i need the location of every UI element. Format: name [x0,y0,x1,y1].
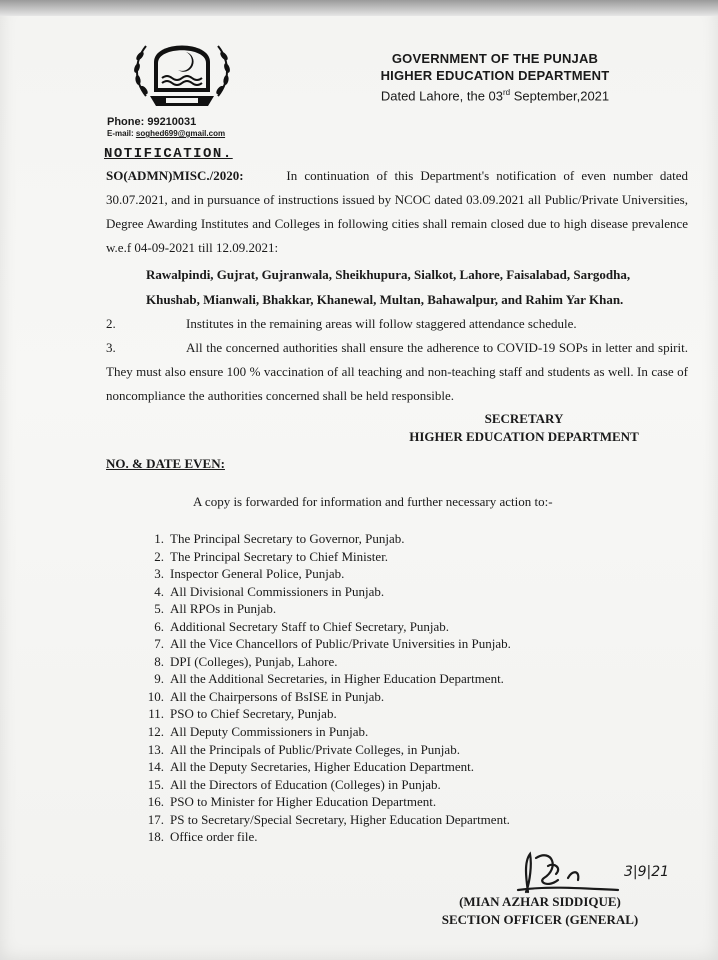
recipient-item [142,741,511,759]
secretary-signature-block [398,410,650,446]
no-date-even: NO. & DATE EVEN: [106,456,225,471]
recipient-number: 11. [148,706,164,722]
recipient-text: Additional Secretary Staff to Chief Secretary, Punjab. [170,618,450,634]
recipient-text: All the Chairpersons of BsISE in Punjab. [170,688,385,704]
contact-info [107,116,225,139]
city-list: Rawalpindi, Gujrat, Gujranwala, Sheikhupura, Sialkot, Lahore, Faisalabad, Sargodha, Khushab, Mianwali, Bhakkar, Khanewal, Multan, Bahawalpur, and Rahim Yar Khan. [146,267,631,307]
recipient-text: All Deputy Commissioners in Punjab. [170,724,369,740]
recipient-item [142,565,511,583]
recipient-item [142,583,511,601]
recipient-number: 7. [154,636,164,652]
recipient-item [142,793,511,811]
recipient-text: All the Deputy Secretaries, Higher Education Department. [170,759,474,775]
recipient-item [142,776,511,794]
recipient-item [142,635,511,653]
notification-title: NOTIFICATION. [104,146,233,162]
recipient-text: DPI (Colleges), Punjab, Lahore. [170,653,338,669]
recipient-text: Inspector General Police, Punjab. [170,566,345,582]
govt-title: GOVERNMENT OF THE PUNJAB [391,51,599,66]
recipient-number: 18. [147,829,164,845]
recipient-number: 16. [147,794,164,810]
secretary-department: HIGHER EDUCATION DEPARTMENT [409,429,639,444]
recipient-item [142,828,511,846]
recipient-text: All RPOs in Punjab. [170,601,277,617]
reference-number: SO(ADMN)MISC./2020: [106,168,244,183]
recipient-list [142,530,511,846]
recipient-item [142,670,511,688]
paragraph-2-text: Institutes in the remaining areas will follow staggered attendance schedule. [186,316,577,331]
recipient-number: 12. [147,724,164,740]
recipient-item [142,600,511,618]
recipient-number: 5. [154,601,164,617]
recipient-text: All the Additional Secretaries, in Higher Education Department. [170,671,504,687]
recipient-number: 15. [147,776,164,792]
dated-line: Dated Lahore, the 03rd September,2021 [380,88,610,104]
recipient-number: 14. [147,759,164,775]
secretary-title: SECRETARY [484,411,564,426]
department-title: HIGHER EDUCATION DEPARTMENT [380,68,610,83]
recipient-number: 1. [154,531,164,546]
recipient-item [142,653,511,671]
recipient-item [142,548,511,566]
recipient-text: All the Vice Chancellors of Public/Private Universities in Punjab. [170,636,511,652]
recipient-number: 6. [154,618,164,634]
recipient-number: 10. [147,688,164,704]
notification-paragraph-1 [106,164,688,260]
recipient-text: PSO to Minister for Higher Education Department. [170,794,437,810]
officer-signature-block [420,893,660,929]
paragraph-1-text: In continuation of this Department's notification of even number dated 30.07.2021, and in pursuance of instructions issued by NCOC dated 03.09.2021 all Public/Private Universities, Degree Awarding Institutes and Colleges in following cities shall remain closed due to high disease prevalence w.e.f 04-09-2021 till 12.09.2021: [106,168,688,255]
copy-forwarded-line: A copy is forwarded for information and further necessary action to:- [193,494,553,509]
recipient-text: The Principal Secretary to Governor, Punjab. [170,531,405,546]
recipient-text: All the Directors of Education (Colleges) in Punjab. [170,776,441,792]
recipient-text: PSO to Chief Secretary, Punjab. [170,706,337,722]
recipient-number: 17. [147,811,164,827]
recipient-number: 3. [154,566,164,582]
recipient-item [142,688,511,706]
signature-date: 3|9|21 [624,864,670,880]
paragraph-3-number: 3. [106,340,116,355]
recipient-text: Office order file. [170,829,258,845]
letterhead [340,50,650,105]
recipient-item [142,530,511,548]
recipient-number: 8. [154,653,164,669]
scan-top-edge [0,0,718,16]
paragraph-2-number: 2. [106,316,116,331]
email-address: E-mail: soghed699@gmail.com [107,129,226,138]
recipient-number: 4. [154,583,164,599]
recipient-number: 13. [147,741,164,757]
paragraph-3-text: All the concerned authorities shall ensure the adherence to COVID-19 SOPs in letter and spirit. They must also ensure 100 % vaccination of all teaching and non-teaching staff and students as well. In case of noncompliance the authorities concerned shall be held responsible. [106,340,688,403]
officer-title: SECTION OFFICER (GENERAL) [441,912,639,927]
recipient-item [142,705,511,723]
recipient-item [142,723,511,741]
officer-name: (MIAN AZHAR SIDDIQUE) [459,894,621,909]
recipient-item [142,618,511,636]
recipient-text: All Divisional Commissioners in Punjab. [170,583,385,599]
recipient-text: PS to Secretary/Special Secretary, Higher Education Department. [170,811,510,827]
punjab-government-emblem-icon [128,26,236,112]
recipient-item [142,811,511,829]
recipient-text: All the Principals of Public/Private Colleges, in Punjab. [170,741,460,757]
phone-number: Phone: 99210031 [107,116,197,128]
recipient-item [142,758,511,776]
recipient-number: 9. [154,671,164,687]
recipient-text: The Principal Secretary to Chief Minister. [170,548,389,564]
recipient-number: 2. [154,548,164,564]
